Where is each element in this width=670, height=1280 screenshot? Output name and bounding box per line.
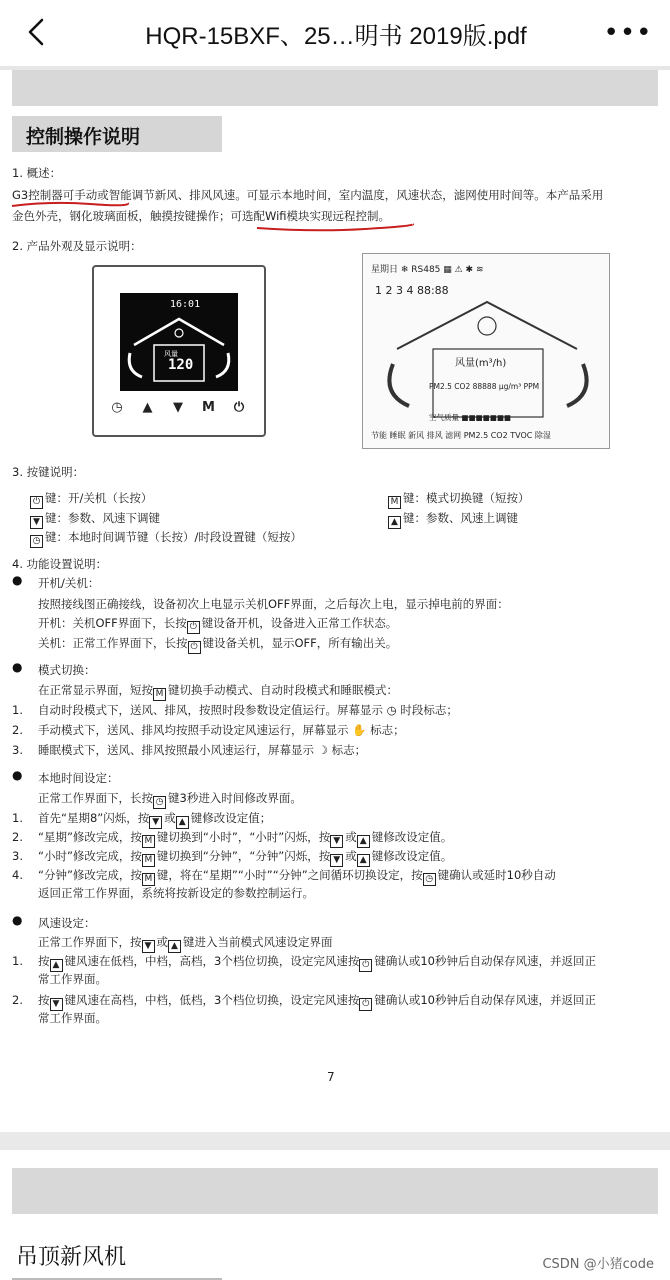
overview-line-1: G3控制器可手动或智能调节新风、排风风速。可显示本地时间，室内温度，风速状态，滤网使用时间等。本产品采用 (12, 188, 604, 202)
mode-item-1-num: 1. (12, 703, 23, 717)
device-screen-time: 16:01 (170, 299, 201, 310)
speed-section-title: 风速设定： (38, 916, 96, 930)
down-key-icon: ▼ (330, 835, 343, 848)
mode-item-2-num: 2. (12, 723, 23, 737)
up-key-icon: ▲ (388, 516, 401, 529)
speed-item-2: 按 ▼ 键风速在高档，中档，低档，3个档位切换，设定完风速按 ⏻ 键确认或10秒钟后自动保存风速，并返回正 (38, 993, 596, 1009)
device-screen-value: 120 (168, 357, 194, 373)
device-power-key: ⏻ (233, 399, 245, 415)
time-item-2: “星期”修改完成，按 M 键切换到“小时”，“小时”闪烁，按 ▼ 或 ▲ 键修改设定值。 (38, 830, 453, 846)
page-title: 吊顶新风机 (16, 1245, 127, 1270)
mode-key-icon: M (142, 873, 155, 886)
time-item-1-num: 1. (12, 811, 23, 825)
overview-line-2: 金色外壳，钢化玻璃面板，触摸按键操作；可选配Wifi模块实现远程控制。 (12, 209, 391, 223)
bullet-icon: ● (12, 768, 23, 782)
lcd-airflow-label: 风量(m³/h) (455, 358, 507, 369)
red-annotation-underline-2 (255, 222, 415, 234)
key-desc-power: ⏻ 键：开/关机（长按） (30, 490, 152, 509)
page-gap (0, 1132, 670, 1150)
up-key-icon: ▲ (176, 816, 189, 829)
speed-item-1-line-2: 常工作界面。 (38, 972, 107, 986)
bullet-icon: ● (12, 573, 23, 587)
device-clock-key: ◷ (111, 399, 123, 415)
lcd-time-digits: 1 2 3 4 88:88 (375, 284, 449, 297)
time-item-4-line-2: 返回正常工作界面，系统将按新设定的参数控制运行。 (38, 886, 314, 900)
overview-title: 1. 概述： (12, 166, 62, 180)
up-key-icon: ▲ (168, 940, 181, 953)
power-key-icon: ⏻ (359, 959, 372, 972)
page-header-banner (12, 1168, 658, 1214)
bullet-icon: ● (12, 660, 23, 674)
page-number: 7 (327, 1070, 335, 1084)
mode-key-icon: M (388, 496, 401, 509)
clock-key-icon: ◷ (30, 535, 43, 548)
keys-title: 3. 按键说明： (12, 465, 85, 479)
time-item-3: “小时”修改完成，按 M 键切换到“分钟”，“分钟”闪烁，按 ▼ 或 ▲ 键修改设定值。 (38, 849, 453, 865)
section-heading: 控制操作说明 (12, 116, 222, 152)
function-title: 4. 功能设置说明： (12, 557, 108, 571)
time-item-4: “分钟”修改完成，按 M 键，将在“星期”“小时”“分钟”之间循环切换设定，按 ◷ 键确认或延时10秒自动 (38, 868, 556, 884)
mode-section-intro: 在正常显示界面，短按 M 键切换手动模式、自动时段模式和睡眠模式： (38, 683, 398, 699)
speed-item-2-line-2: 常工作界面。 (38, 1011, 107, 1025)
down-key-icon: ▼ (30, 516, 43, 529)
power-section-line-2: 开机：关机OFF界面下，长按 ⏻ 键设备开机，设备进入正常工作状态。 (38, 616, 398, 632)
mode-key-icon: M (142, 835, 155, 848)
power-section-line-3: 关机：正常工作界面下，长按 ⏻ 键设备关机，显示OFF，所有输出关。 (38, 636, 398, 652)
mode-key-icon: M (142, 854, 155, 867)
lcd-bottom-labels: 节能 睡眠 新风 排风 滤网 PM2.5 CO2 TVOC 除湿 (371, 431, 551, 440)
key-desc-mode: M 键：模式切换键（短按） (388, 490, 530, 509)
lcd-segment-diagram (362, 253, 610, 449)
device-keys (108, 397, 248, 417)
device-screen-label: 风量 (164, 350, 178, 358)
clock-key-icon: ◷ (153, 796, 166, 809)
speed-item-1: 按 ▲ 键风速在低档，中档，高档，3个档位切换，设定完风速按 ⏻ 键确认或10秒钟后自动保存风速，并返回正 (38, 954, 596, 970)
up-key-icon: ▲ (50, 959, 63, 972)
pdf-page-7 (0, 70, 670, 1132)
device-mode-key: M (202, 399, 215, 415)
chevron-left-icon (26, 17, 46, 47)
key-desc-clock: ◷ 键：本地时间调节键（长按）/时段设置键（短按） (30, 529, 302, 548)
power-key-icon: ⏻ (187, 621, 200, 634)
lcd-top-icons: 星期日 ❄ RS485 ▦ ⚠ ✱ ≋ (371, 265, 484, 275)
power-key-icon: ⏻ (30, 496, 43, 509)
mode-item-3: 睡眠模式下，送风、排风按照最小风速运行，屏幕显示 ☽ 标志； (38, 743, 367, 757)
power-key-icon: ⏻ (359, 998, 372, 1011)
time-item-2-num: 2. (12, 830, 23, 844)
up-key-icon: ▲ (357, 854, 370, 867)
power-section-title: 开机/关机： (38, 576, 100, 590)
device-screen (120, 293, 238, 391)
mode-section-title: 模式切换： (38, 663, 96, 677)
up-key-icon: ▲ (357, 835, 370, 848)
speed-item-1-num: 1. (12, 954, 23, 968)
down-key-icon: ▼ (149, 816, 162, 829)
speed-section-intro: 正常工作界面下，按 ▼ 或 ▲ 键进入当前模式风速设定界面 (38, 935, 333, 951)
power-section-line-1: 按照接线图正确接线，设备初次上电显示关机OFF界面，之后每次上电，显示掉电前的界面： (38, 597, 509, 611)
time-section-title: 本地时间设定： (38, 771, 119, 785)
mode-key-icon: M (153, 688, 166, 701)
speed-item-2-num: 2. (12, 993, 23, 1007)
appearance-title: 2. 产品外观及显示说明： (12, 239, 142, 253)
red-annotation-underline-1 (10, 200, 130, 210)
page-header-banner (12, 70, 658, 106)
time-section-intro: 正常工作界面下，长按 ◷ 键3秒进入时间修改界面。 (38, 791, 302, 807)
top-bar (0, 0, 670, 66)
device-down-key: ▼ (173, 399, 183, 415)
back-button[interactable] (18, 14, 54, 50)
time-item-4-num: 4. (12, 868, 23, 882)
lcd-pm-co2-readout: PM2.5 CO2 88888 μg/m³ PPM (429, 382, 540, 391)
down-key-icon: ▼ (142, 940, 155, 953)
time-item-1: 首先“星期8”闪烁，按 ▼ 或 ▲ 键修改设定值； (38, 811, 272, 827)
key-desc-up: ▲ 键：参数、风速上调键 (388, 510, 518, 529)
more-options-button[interactable]: ••• (603, 18, 653, 48)
mode-item-1: 自动时段模式下，送风、排风，按照时段参数设定值运行。屏幕显示 ◷ 时段标志； (38, 703, 458, 717)
clock-key-icon: ◷ (423, 873, 436, 886)
controller-device-image (92, 265, 266, 437)
mode-item-3-num: 3. (12, 743, 23, 757)
power-key-icon: ⏻ (188, 641, 201, 654)
watermark: CSDN @小猪code (542, 1257, 654, 1272)
down-key-icon: ▼ (50, 998, 63, 1011)
lcd-air-quality-bar: 空气质量 ■■■■■■■ (429, 413, 511, 422)
key-desc-down: ▼ 键：参数、风速下调键 (30, 510, 160, 529)
mode-item-2: 手动模式下，送风、排风均按照手动设定风速运行，屏幕显示 ✋ 标志； (38, 723, 405, 737)
time-item-3-num: 3. (12, 849, 23, 863)
device-up-key: ▲ (142, 399, 153, 415)
bullet-icon: ● (12, 913, 23, 927)
down-key-icon: ▼ (330, 854, 343, 867)
document-title: HQR-15BXF、25…明书 2019版.pdf (145, 23, 527, 50)
